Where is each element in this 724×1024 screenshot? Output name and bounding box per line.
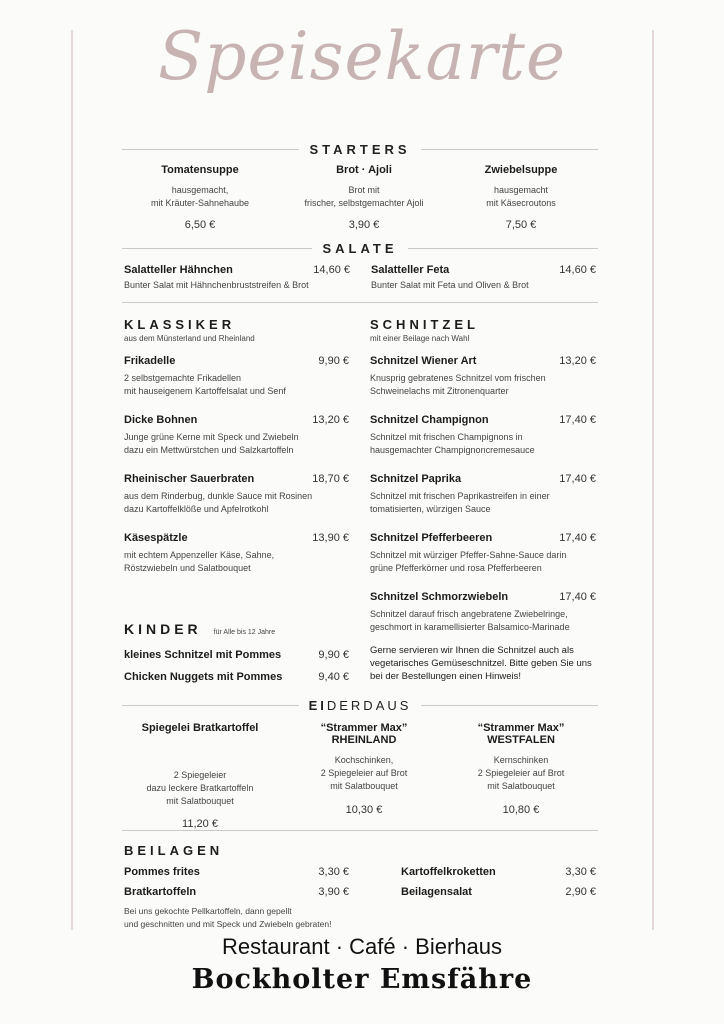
menu-item-starter xyxy=(441,164,601,231)
section-header-kinder xyxy=(124,621,275,637)
item-name: Rheinischer Sauerbraten xyxy=(124,473,255,485)
item-name: Beilagensalat xyxy=(401,886,472,898)
item-price: 2,90 € xyxy=(565,886,596,898)
item-name: Salatteller Feta xyxy=(371,264,450,276)
section-label: STARTERS xyxy=(309,141,411,157)
item-price: 17,40 € xyxy=(559,414,596,426)
item-desc: hausgemacht, xyxy=(171,185,229,195)
item-desc: Schnitzel darauf frisch angebratene Zwiebelringe, geschmort in karamellisierter Balsamico-Marinade xyxy=(370,609,570,632)
schnitzel-note: Gerne servieren wir Ihnen die Schnitzel auch als vegetarisches Gemüseschnitzel. Bitte geben Sie uns bei der Bestellungen einen Hinweis! xyxy=(370,645,592,682)
item-name: Salatteller Hähnchen xyxy=(124,264,233,276)
right-border-line xyxy=(652,30,654,930)
item-name: Schnitzel Champignon xyxy=(370,414,489,426)
item-desc: Bunter Salat mit Feta und Oliven & Brot xyxy=(371,280,529,290)
section-label: SALATE xyxy=(322,240,398,256)
item-price: 3,30 € xyxy=(565,866,596,878)
item-name: Pommes frites xyxy=(124,866,200,878)
item-price: 9,90 € xyxy=(318,649,349,661)
item-price: 17,40 € xyxy=(559,532,596,544)
item-desc: hausgemacht xyxy=(493,185,549,195)
item-name: Dicke Bohnen xyxy=(124,414,198,426)
item-name: Käsespätzle xyxy=(124,532,188,544)
menu-item-eiderdaus xyxy=(441,722,601,816)
menu-item-eiderdaus xyxy=(284,722,444,816)
item-desc: Schnitzel mit frischen Paprikastreifen in einer tomatisierten, würzigen Sauce xyxy=(370,491,550,514)
item-name: “Strammer Max” xyxy=(320,722,408,734)
item-price: 3,30 € xyxy=(318,866,349,878)
divider xyxy=(122,830,598,831)
menu-item-eiderdaus xyxy=(120,722,280,830)
item-price: 18,70 € xyxy=(312,473,349,485)
section-header-salate xyxy=(122,240,598,256)
section-heading-kinder: KINDER xyxy=(124,621,202,637)
item-desc: mit Käsecroutons xyxy=(486,198,556,208)
item-desc: 2 selbstgemachte Frikadellen mit hauseigenem Kartoffelsalat und Senf xyxy=(124,373,286,396)
item-price: 14,60 € xyxy=(559,264,596,276)
item-price: 9,90 € xyxy=(318,355,349,367)
left-border-line xyxy=(71,30,73,930)
item-price: 11,20 € xyxy=(182,818,218,830)
item-name: Kartoffelkroketten xyxy=(401,866,496,878)
item-name: Schnitzel Schmorzwiebeln xyxy=(370,591,509,603)
item-price: 13,20 € xyxy=(559,355,596,367)
item-desc: Brot mit xyxy=(348,185,380,195)
item-price: 7,50 € xyxy=(505,219,537,231)
divider xyxy=(122,302,598,303)
beilagen-note: Bei uns gekochte Pellkartoffeln, dann gepellt und geschnitten und mit Speck und Zwiebeln gebraten! xyxy=(124,906,332,929)
item-name: Frikadelle xyxy=(124,355,176,367)
item-desc: 2 Spiegeleier dazu leckere Bratkartoffeln mit Salatbouquet xyxy=(146,770,254,806)
section-subheading: mit einer Beilage nach Wahl xyxy=(370,334,470,343)
section-heading-beilagen: BEILAGEN xyxy=(124,843,224,858)
item-price: 6,50 € xyxy=(184,219,216,231)
item-price: 10,30 € xyxy=(345,804,383,816)
item-price: 13,20 € xyxy=(312,414,349,426)
item-desc: Kernschinken 2 Spiegeleier auf Brot mit Salatbouquet xyxy=(477,755,565,791)
section-subheading: für Alle bis 12 Jahre xyxy=(213,629,276,636)
item-price: 17,40 € xyxy=(559,473,596,485)
menu-item-starter xyxy=(120,164,280,231)
item-name: Spiegelei Bratkartoffel xyxy=(141,722,259,734)
item-desc: mit Kräuter-Sahnehaube xyxy=(150,198,250,208)
item-desc: Schnitzel mit würziger Pfeffer-Sahne-Sauce darin grüne Pfefferkörner und rosa Pfefferbeeren xyxy=(370,550,567,573)
item-desc: Junge grüne Kerne mit Speck und Zwiebeln dazu ein Mettwürstchen und Salzkartoffeln xyxy=(124,432,299,455)
item-name: RHEINLAND xyxy=(331,734,397,746)
item-price: 17,40 € xyxy=(559,591,596,603)
item-name: Chicken Nuggets mit Pommes xyxy=(124,671,283,683)
item-name: Zwiebelsuppe xyxy=(484,164,558,176)
item-name xyxy=(120,734,280,748)
section-heading-schnitzel: SCHNITZEL xyxy=(370,317,479,332)
section-header-starters xyxy=(122,141,598,157)
menu-item-starter xyxy=(284,164,444,231)
item-price: 10,80 € xyxy=(502,804,540,816)
item-price: 14,60 € xyxy=(313,264,350,276)
item-price: 3,90 € xyxy=(348,219,380,231)
footer-restaurant-name: Bockholter Emsfähre xyxy=(191,964,533,995)
section-heading-klassiker: KLASSIKER xyxy=(124,317,236,332)
item-desc: Kochschinken, 2 Spiegeleier auf Brot mit Salatbouquet xyxy=(320,755,408,791)
item-name: Tomatensuppe xyxy=(161,164,239,176)
item-desc: Knusprig gebratenes Schnitzel vom frischen Schweinelachs mit Zitronenquarter xyxy=(370,373,546,396)
item-name: Brot · Ajoli xyxy=(336,164,392,176)
item-desc: aus dem Rinderbug, dunkle Sauce mit Rosinen dazu Kartoffelklöße und Apfelrotkohl xyxy=(124,491,313,514)
menu-title: Speisekarte xyxy=(157,18,567,95)
item-name: Schnitzel Wiener Art xyxy=(370,355,477,367)
section-header-eiderdaus xyxy=(122,697,598,713)
item-desc: frischer, selbstgemachter Ajoli xyxy=(304,198,424,208)
item-desc: Bunter Salat mit Hähnchenbruststreifen & Brot xyxy=(124,280,309,290)
section-label: EIDERDAUS xyxy=(308,697,412,713)
item-name: kleines Schnitzel mit Pommes xyxy=(124,649,282,661)
item-name: Schnitzel Paprika xyxy=(370,473,462,485)
item-name: Schnitzel Pfefferbeeren xyxy=(370,532,493,544)
item-price: 9,40 € xyxy=(318,671,349,683)
footer-tagline: Restaurant · Café · Bierhaus xyxy=(221,934,503,959)
item-price: 3,90 € xyxy=(318,886,349,898)
item-name: WESTFALEN xyxy=(487,734,555,746)
item-price: 13,90 € xyxy=(312,532,349,544)
item-name: “Strammer Max” xyxy=(477,722,565,734)
item-desc: mit echtem Appenzeller Käse, Sahne, Röstzwiebeln und Salatbouquet xyxy=(124,550,275,573)
section-subheading: aus dem Münsterland und Rheinland xyxy=(124,334,255,343)
item-desc: Schnitzel mit frischen Champignons in hausgemachter Champignoncremesauce xyxy=(370,432,535,455)
item-name: Bratkartoffeln xyxy=(124,886,197,898)
